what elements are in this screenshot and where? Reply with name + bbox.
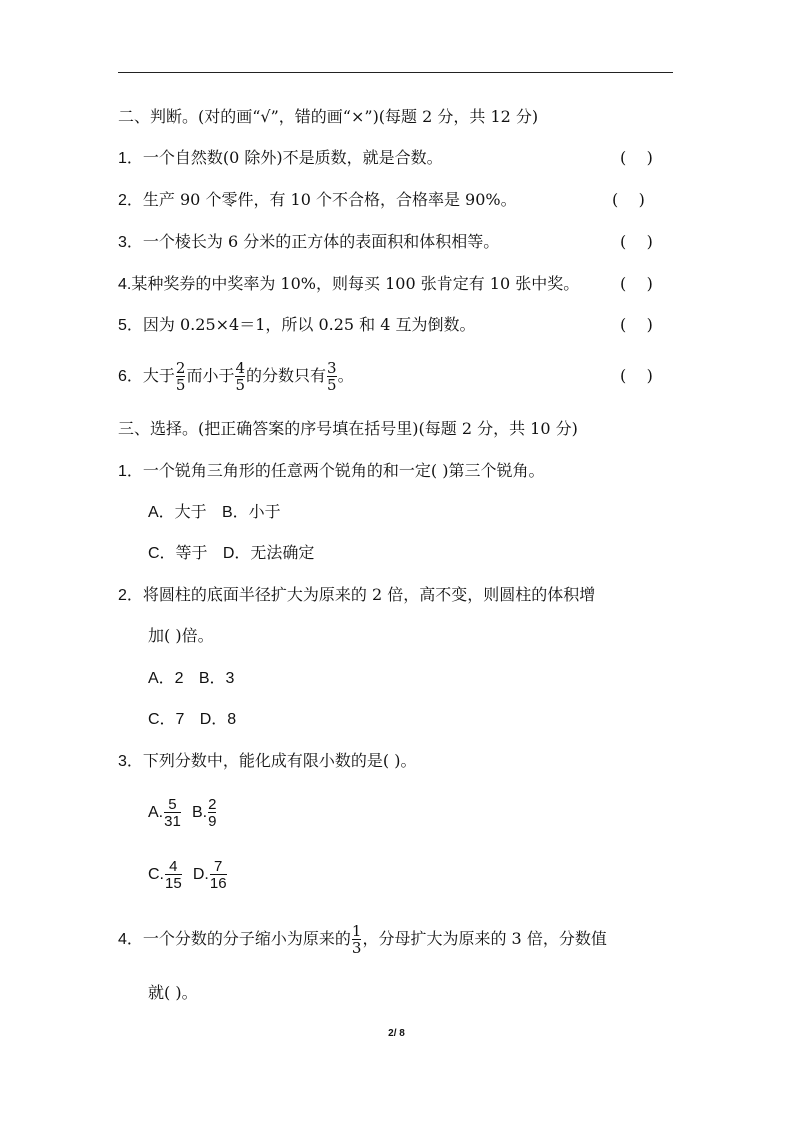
fraction-denominator: 16	[209, 874, 227, 892]
option-d[interactable]: D．无法确定	[222, 545, 315, 562]
option-letter: D.	[192, 866, 209, 883]
s2-q3-number: 3．	[118, 234, 143, 251]
fraction-numerator: 1	[351, 921, 362, 940]
s2-q6-text-a: 大于	[142, 366, 175, 385]
s2-q5-text: 因为 0.25×4＝1，所以 0.25 和 4 互为倒数。	[142, 315, 476, 334]
s2-q4-number: 4.	[118, 276, 132, 293]
option-letter: A.	[148, 804, 164, 821]
s2-q1-number: 1．	[118, 150, 143, 167]
fraction-4-5	[235, 358, 246, 394]
fraction-numerator: 3	[327, 358, 337, 377]
option-a[interactable]: A．2	[148, 670, 184, 687]
fraction-3-5	[327, 358, 337, 394]
fraction-denominator: 9	[208, 812, 217, 830]
s3-q3-text: 下列分数中，能化成有限小数的是( )。	[142, 751, 417, 770]
s2-q2-number: 2．	[118, 192, 143, 209]
fraction-5-31	[164, 797, 181, 829]
s3-q2-text-continued: 加( )倍。	[148, 626, 214, 645]
option-letter: C.	[148, 866, 164, 883]
s3-question-4	[118, 920, 607, 958]
fraction-2-5	[175, 358, 186, 394]
s2-q4-answer-blank[interactable]: ( )	[620, 274, 653, 293]
s2-q4-text: 某种奖券的中奖率为 10%，则每买 100 张肯定有 10 张中奖。	[131, 274, 580, 293]
fraction-4-15	[165, 859, 182, 891]
section2-title: 二、判断。(对的画“√”，错的画“×”)(每题 2 分，共 12 分)	[118, 107, 539, 126]
s2-question-5	[118, 312, 476, 338]
s2-q1-text: 一个自然数(0 除外)不是质数，就是合数。	[142, 148, 443, 167]
page-number: 2/ 8	[388, 1028, 405, 1039]
s2-question-2	[118, 187, 517, 213]
s2-q2-answer-blank[interactable]: ( )	[612, 190, 645, 209]
option-c[interactable]: C．等于	[148, 545, 208, 562]
s3-q3-options-row2	[148, 854, 228, 894]
s3-q1-text: 一个锐角三角形的任意两个锐角的和一定( )第三个锐角。	[142, 461, 545, 480]
s2-q1-answer-blank[interactable]: ( )	[620, 148, 653, 167]
s3-q3-number: 3．	[118, 753, 143, 770]
s2-q6-text-c: 的分数只有	[246, 366, 327, 385]
s2-q3-text: 一个棱长为 6 分米的正方体的表面积和体积相等。	[142, 232, 500, 251]
s2-q3-answer-blank[interactable]: ( )	[620, 232, 653, 251]
s2-question-4	[118, 271, 579, 297]
option-letter: B.	[191, 804, 208, 821]
option-b[interactable]: B．小于	[221, 504, 281, 521]
s2-q6-text-d: 。	[337, 366, 354, 385]
s2-q6-text-b: 而小于	[186, 366, 235, 385]
s2-q5-answer-blank[interactable]: ( )	[620, 315, 653, 334]
fraction-numerator: 4	[169, 857, 178, 875]
fraction-numerator: 5	[168, 795, 177, 813]
s3-q2-number: 2．	[118, 587, 143, 604]
s3-q2-options-row1	[148, 665, 234, 691]
fraction-2-9	[208, 797, 216, 829]
fraction-1-3	[351, 921, 362, 957]
s3-q1-options-row1	[148, 499, 281, 525]
fraction-numerator: 2	[208, 795, 217, 813]
option-d[interactable]	[192, 857, 228, 892]
s3-question-1	[118, 458, 544, 484]
header-rule	[118, 72, 673, 73]
option-d[interactable]: D．8	[199, 711, 237, 728]
s3-q4-text-a: 一个分数的分子缩小为原来的	[142, 929, 351, 948]
section3-title: 三、选择。(把正确答案的序号填在括号里)(每题 2 分，共 10 分)	[118, 419, 578, 438]
s2-q5-number: 5．	[118, 317, 143, 334]
option-a[interactable]: A．大于	[148, 504, 207, 521]
fraction-numerator: 4	[235, 358, 246, 377]
s3-q2-text: 将圆柱的底面半径扩大为原来的 2 倍，高不变，则圆柱的体积增	[142, 585, 596, 604]
s2-q6-answer-blank[interactable]: ( )	[620, 366, 653, 385]
fraction-denominator: 31	[164, 812, 181, 830]
fraction-7-16	[210, 859, 227, 891]
s2-q6-number: 6．	[118, 368, 143, 385]
option-c[interactable]	[148, 857, 183, 892]
s2-question-1	[118, 145, 443, 171]
s3-q2-options-row2	[148, 706, 236, 732]
s3-q4-text-continued: 就( )。	[148, 983, 198, 1002]
fraction-denominator: 5	[327, 375, 337, 394]
s2-q2-text: 生产 90 个零件，有 10 个不合格，合格率是 90%。	[142, 190, 517, 209]
s3-q3-options-row1	[148, 792, 217, 832]
fraction-denominator: 5	[235, 375, 246, 394]
fraction-numerator: 7	[214, 857, 223, 875]
option-b[interactable]: B．3	[198, 670, 235, 687]
fraction-denominator: 5	[175, 375, 186, 394]
s3-q4-text-b: ，分母扩大为原来的 3 倍，分数值	[362, 929, 607, 948]
option-c[interactable]: C．7	[148, 711, 185, 728]
option-a[interactable]	[148, 795, 182, 830]
s3-q4-number: 4．	[118, 931, 143, 948]
s3-question-3	[118, 748, 416, 774]
s2-question-6	[118, 358, 354, 394]
s3-q1-options-row2	[148, 540, 314, 566]
fraction-numerator: 2	[175, 358, 186, 377]
s3-q1-number: 1．	[118, 463, 143, 480]
fraction-denominator: 3	[351, 938, 362, 957]
s2-question-3	[118, 229, 499, 255]
fraction-denominator: 15	[165, 874, 182, 892]
s3-question-2	[118, 582, 595, 608]
option-b[interactable]	[191, 795, 217, 830]
